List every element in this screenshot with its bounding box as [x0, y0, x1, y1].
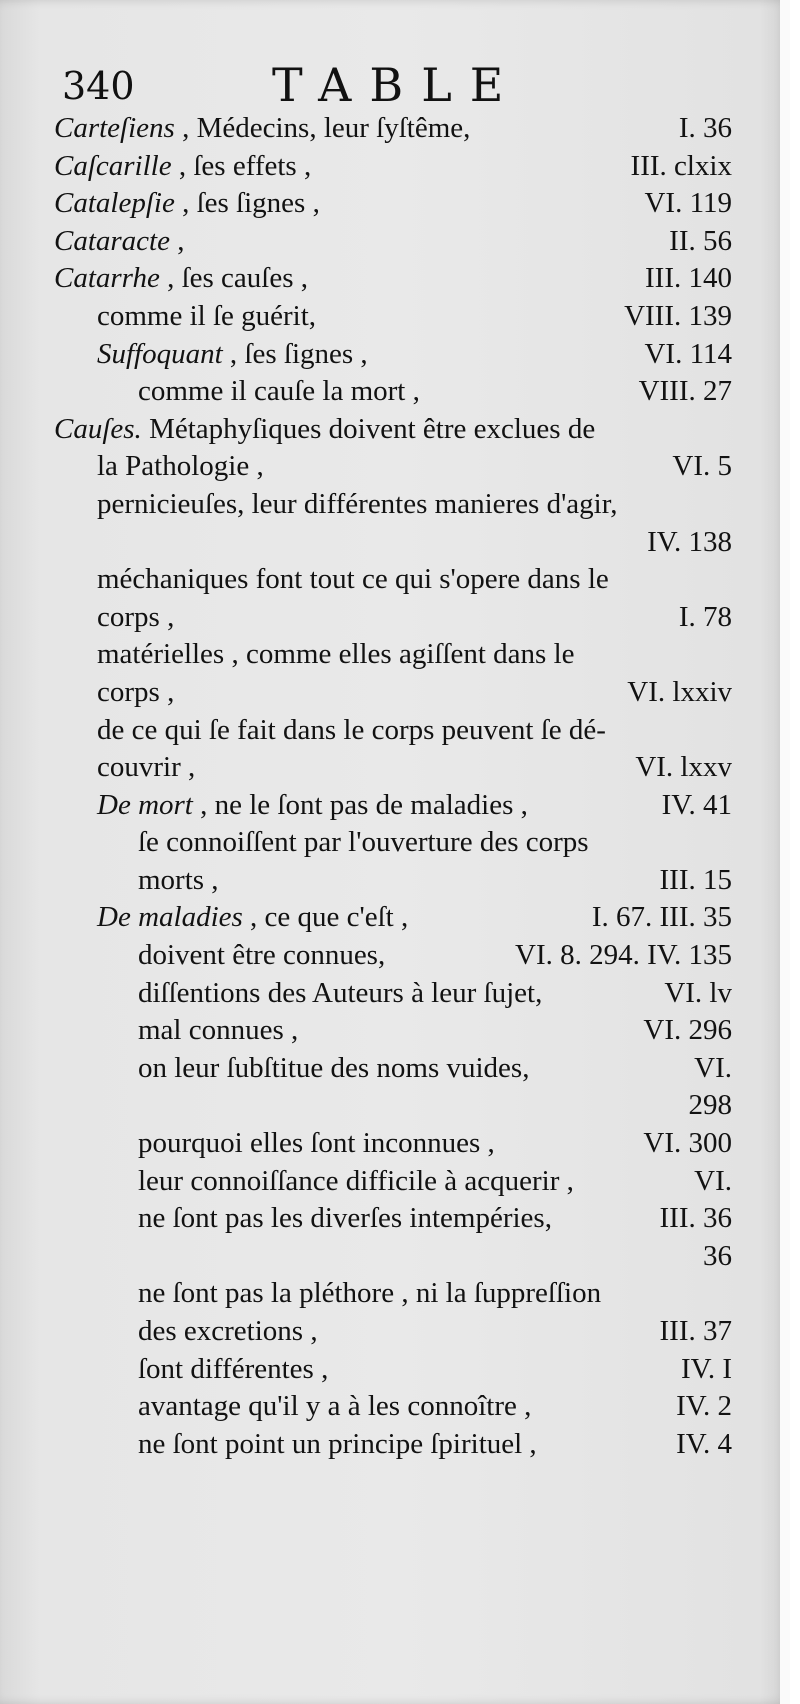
entry-text: leur connoiſſance difficile à acquerir , — [138, 1164, 574, 1197]
entry-text: , — [170, 224, 185, 257]
entry-text: ne ſont pas les diverſes intempéries, — [138, 1202, 552, 1235]
index-entry — [0, 373, 790, 411]
entry-text: pourquoi elles ſont inconnues , — [138, 1127, 495, 1160]
entry-term: Suffoquant — [97, 337, 223, 370]
entry-text: corps , — [97, 675, 175, 708]
page-header — [62, 58, 762, 118]
entry-reference: VIII. 27 — [638, 375, 732, 408]
entry-text: on leur ſubſtitue des noms vuides, — [138, 1051, 530, 1084]
running-title: TABLE — [272, 58, 522, 112]
entry-reference: IV. 4 — [676, 1427, 732, 1460]
entry-text: Métaphyſiques doivent être exclues de — [141, 412, 596, 445]
entry-term: Catarrhe — [54, 262, 160, 295]
entry-text: , ſes cauſes , — [159, 262, 308, 295]
entry-term: De mort — [97, 788, 193, 821]
page-edge — [780, 0, 790, 1704]
entry-text: , ſes effets , — [171, 149, 312, 182]
entry-reference: VI. lv — [664, 976, 732, 1009]
index-entry — [0, 975, 790, 1013]
entry-reference: VI. 5 — [672, 450, 732, 483]
entry-text: corps , — [97, 600, 175, 633]
entry-reference: I. 67. III. 35 — [591, 901, 732, 934]
index-entry — [0, 561, 790, 599]
entry-text: pernicieuſes, leur différentes manieres d'agir, — [97, 487, 618, 520]
entry-term: Catalepſie — [54, 187, 175, 220]
index-entry — [0, 899, 790, 937]
index-entry — [0, 1426, 790, 1464]
entry-text: ſe connoiſſent par l'ouverture des corps — [138, 826, 589, 859]
entry-reference: VI. 119 — [644, 187, 732, 220]
index-entry — [0, 486, 790, 524]
entry-reference: 36 — [703, 1239, 732, 1272]
index-entry — [0, 1125, 790, 1163]
entry-text: méchaniques font tout ce qui s'opere dans le — [97, 563, 609, 596]
entry-text: comme il cauſe la mort , — [138, 375, 420, 408]
index-entry — [0, 636, 790, 674]
index-entry — [0, 298, 790, 336]
entry-text: la Pathologie , — [97, 450, 264, 483]
index-entry — [0, 1275, 790, 1313]
entry-text: , ce que c'eſt , — [242, 901, 409, 934]
index-entry — [0, 1087, 790, 1125]
entry-text: , ne le ſont pas de maladies , — [192, 788, 528, 821]
index-entry — [0, 599, 790, 637]
index-entries — [0, 110, 790, 1463]
index-entry — [0, 1050, 790, 1088]
index-entry — [0, 1238, 790, 1276]
entry-reference: III. 37 — [659, 1315, 732, 1347]
entry-reference: I. 36 — [678, 112, 732, 144]
entry-term: De maladies — [97, 901, 243, 934]
entry-reference: VI. 296 — [643, 1014, 732, 1047]
entry-text: ſont différentes , — [138, 1352, 329, 1385]
index-entry — [0, 110, 790, 148]
index-entry — [0, 1012, 790, 1050]
entry-text: matérielles , comme elles agiſſent dans le — [97, 638, 575, 671]
entry-term: Carteſiens — [54, 112, 175, 144]
index-entry — [0, 1388, 790, 1426]
index-entry — [0, 1351, 790, 1389]
index-entry — [0, 749, 790, 787]
index-entry — [0, 1313, 790, 1351]
index-entry — [0, 712, 790, 750]
index-entry — [0, 260, 790, 298]
index-entry — [0, 524, 790, 562]
entry-reference: IV. I — [680, 1352, 732, 1385]
entry-term: Cauſes. — [54, 412, 142, 445]
entry-reference: IV. 2 — [676, 1390, 732, 1423]
entry-text: de ce qui ſe fait dans le corps peuvent ſe dé- — [97, 713, 606, 746]
entry-text: , ſes ſignes , — [174, 187, 320, 220]
entry-reference: III. clxix — [630, 149, 732, 182]
entry-text: ne ſont pas la pléthore , ni la ſuppreſſion — [138, 1277, 602, 1310]
entry-text: des excretions , — [138, 1315, 318, 1347]
entry-text: avantage qu'il y a à les connoître , — [138, 1390, 532, 1423]
entry-reference: III. 140 — [645, 262, 732, 295]
index-entry — [0, 336, 790, 374]
entry-term: Cataracte — [54, 224, 170, 257]
index-entry — [0, 674, 790, 712]
page-number: 340 — [62, 64, 135, 108]
entry-reference: VI. 114 — [644, 337, 732, 370]
index-entry — [0, 148, 790, 186]
index-entry — [0, 411, 790, 449]
index-entry — [0, 448, 790, 486]
entry-reference: I. 78 — [678, 600, 732, 633]
index-entry — [0, 1200, 790, 1238]
entry-reference: 298 — [688, 1089, 732, 1122]
entry-text: doivent être connues, — [138, 939, 386, 972]
entry-reference: VI. — [694, 1051, 732, 1084]
entry-reference: III. 36 — [659, 1202, 732, 1235]
entry-reference: VI. — [694, 1164, 732, 1197]
entry-reference: IV. 138 — [647, 525, 732, 558]
index-entry — [0, 185, 790, 223]
entry-reference: VI. lxxv — [635, 751, 732, 784]
entry-text: diſſentions des Auteurs à leur ſujet, — [138, 976, 543, 1009]
entry-text: mal connues , — [138, 1014, 299, 1047]
index-entry — [0, 824, 790, 862]
entry-reference: II. 56 — [669, 224, 732, 257]
index-entry — [0, 787, 790, 825]
index-entry — [0, 223, 790, 261]
entry-reference: VIII. 139 — [624, 299, 732, 332]
entry-text: , ſes ſignes , — [222, 337, 368, 370]
entry-reference: VI. 8. 294. IV. 135 — [515, 939, 732, 972]
entry-text: ne ſont point un principe ſpirituel , — [138, 1427, 537, 1460]
entry-text: morts , — [138, 863, 219, 896]
index-entry — [0, 862, 790, 900]
entry-reference: VI. 300 — [643, 1127, 732, 1160]
entry-text: comme il ſe guérit, — [97, 299, 317, 332]
entry-text: couvrir , — [97, 751, 196, 784]
index-entry — [0, 937, 790, 975]
entry-reference: III. 15 — [659, 863, 732, 896]
index-entry — [0, 1163, 790, 1201]
entry-term: Caſcarille — [54, 149, 172, 182]
entry-reference: IV. 41 — [661, 788, 732, 821]
entry-reference: VI. lxxiv — [627, 675, 732, 708]
entry-text: , Médecins, leur ſyſtême, — [174, 112, 471, 144]
